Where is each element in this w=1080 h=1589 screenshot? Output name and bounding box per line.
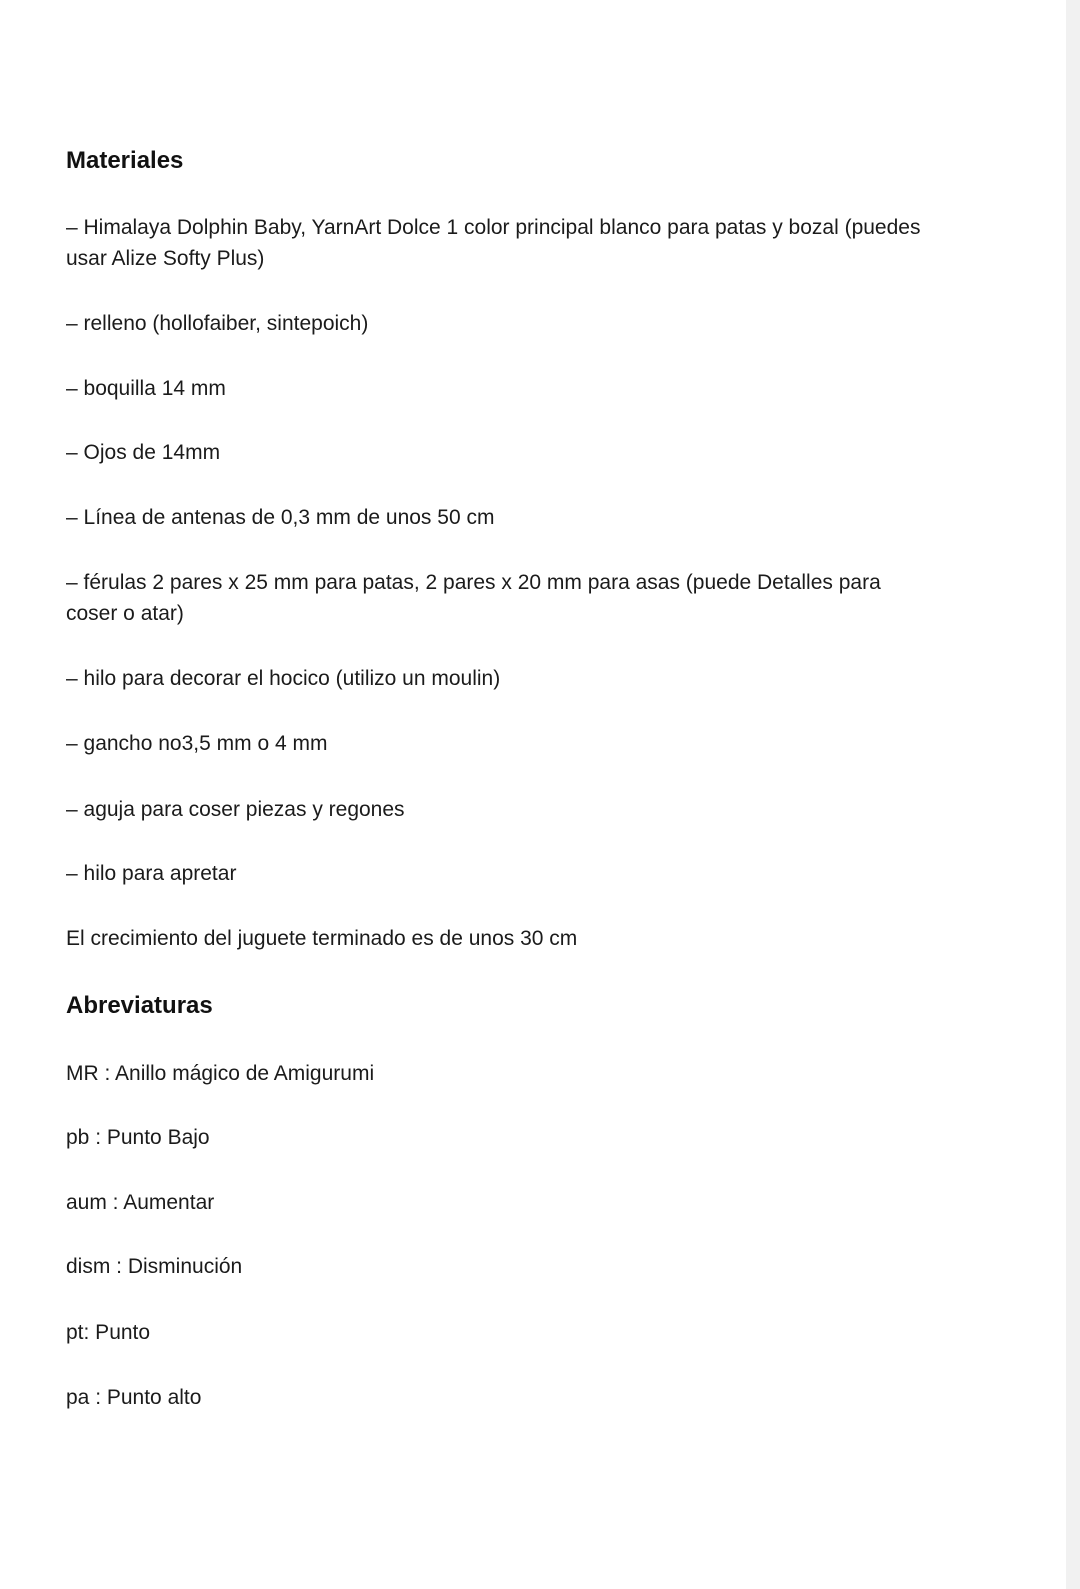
material-item-yarn: – Himalaya Dolphin Baby, YarnArt Dolce 1 color principal blanco para patas y bozal (puedes usar Alize Softy Plus): [66, 216, 921, 270]
abbreviation-item-aum: aum : Aumentar: [66, 1191, 215, 1214]
material-item-splints: – férulas 2 pares x 25 mm para patas, 2 pares x 20 mm para asas (puede Detalles para coser o atar): [66, 571, 881, 625]
material-item-antenna-line: – Línea de antenas de 0,3 mm de unos 50 cm: [66, 506, 495, 529]
abbreviation-item-pb: pb : Punto Bajo: [66, 1126, 210, 1149]
material-item-decor-thread: – hilo para decorar el hocico (utilizo un moulin): [66, 667, 501, 690]
materials-heading: Materiales: [66, 147, 184, 174]
abbreviation-item-pt: pt: Punto: [66, 1321, 151, 1344]
material-item-filling: – relleno (hollofaiber, sintepoich): [66, 312, 369, 335]
abbreviation-item-pa: pa : Punto alto: [66, 1386, 202, 1409]
material-item-tightening-thread: – hilo para apretar: [66, 862, 237, 885]
material-item-hook: – gancho no3,5 mm o 4 mm: [66, 732, 328, 755]
abbreviations-heading: Abreviaturas: [66, 992, 213, 1019]
finished-size-note: El crecimiento del juguete terminado es de unos 30 cm: [66, 927, 578, 950]
abbreviation-item-mr: MR : Anillo mágico de Amigurumi: [66, 1062, 375, 1085]
scrollbar-track[interactable]: [1066, 0, 1080, 1589]
material-item-needle: – aguja para coser piezas y regones: [66, 798, 405, 821]
material-item-nozzle: – boquilla 14 mm: [66, 377, 226, 400]
abbreviation-item-dism: dism : Disminución: [66, 1255, 243, 1278]
material-item-eyes: – Ojos de 14mm: [66, 441, 221, 464]
